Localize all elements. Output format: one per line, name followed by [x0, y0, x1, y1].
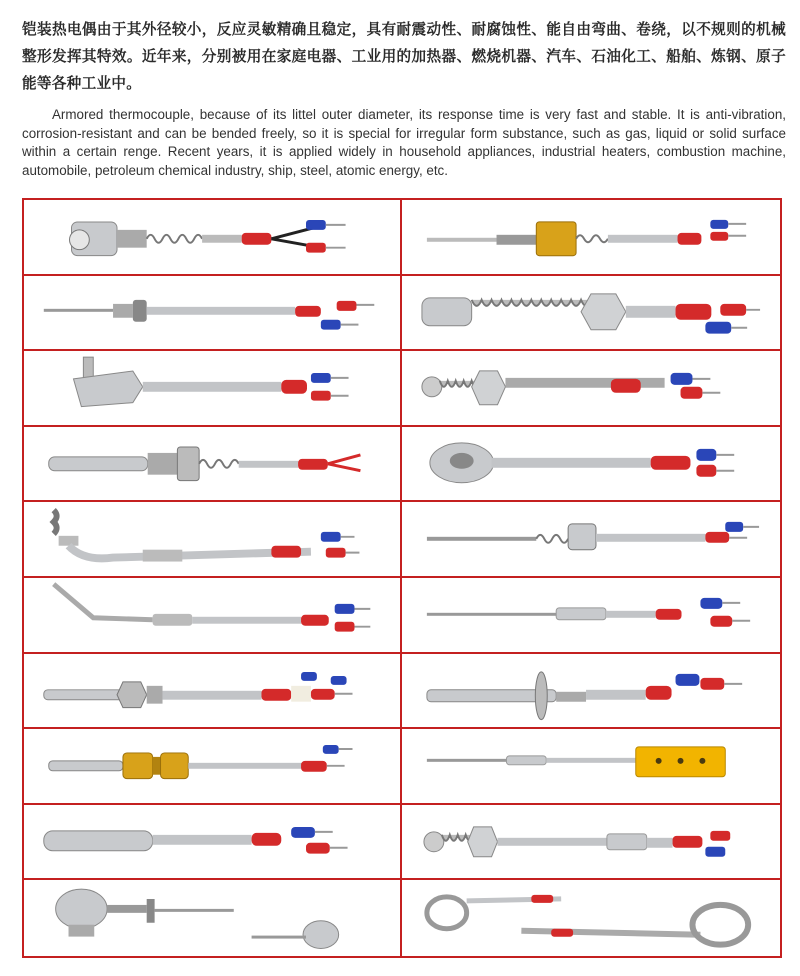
product-cell — [24, 200, 402, 276]
product-cell — [402, 502, 780, 578]
thermocouple-hex-screw-icon — [402, 351, 780, 425]
product-grid — [22, 198, 782, 958]
thermocouple-straight-probe-icon — [402, 578, 780, 652]
thermocouple-compression-fitting-icon — [24, 654, 400, 728]
thermocouple-bayonet-cap-icon — [24, 200, 400, 274]
thermocouple-spring-bayonet-icon — [402, 502, 780, 576]
product-cell — [24, 351, 402, 427]
product-cell — [402, 276, 780, 352]
product-cell — [402, 351, 780, 427]
product-cell — [24, 729, 402, 805]
thermocouple-ceramic-connector-icon — [402, 729, 780, 803]
thermocouple-pipe-clamp-icon — [402, 880, 780, 956]
product-cell — [402, 654, 780, 730]
product-cell — [24, 654, 402, 730]
thermocouple-hex-threaded-icon — [402, 805, 780, 879]
product-cell — [24, 276, 402, 352]
product-cell — [24, 880, 402, 956]
thermocouple-brass-fitting-icon — [24, 729, 400, 803]
thermocouple-flange-disc-icon — [402, 654, 780, 728]
product-cell — [402, 578, 780, 654]
product-cell — [402, 805, 780, 881]
product-cell — [24, 805, 402, 881]
thermocouple-bayonet-probe-icon — [24, 427, 400, 501]
thermocouple-junction-head-icon — [24, 880, 400, 956]
thermocouple-thin-probe-icon — [24, 276, 400, 350]
product-cell — [402, 200, 780, 276]
thermocouple-hex-elbow-icon — [24, 351, 400, 425]
intro-english-text: Armored thermocouple, because of its littel outer diameter, its response time is very fast and stable. It is anti-vibration, corrosion-resistant and can be bended freely, so it is special for irregular form substance, such as gas, liquid or solid surface within a certain renge. Recent years, it is applied widely in household appliances, industrial heaters, combustion machine, automobile, petroleum chemical industry, ship, steel, atomic energy, etc. — [22, 107, 786, 178]
product-cell — [402, 880, 780, 956]
thermocouple-ring-washer-icon — [402, 427, 780, 501]
product-cell — [402, 427, 780, 503]
thermocouple-cartridge-icon — [24, 805, 400, 879]
product-cell — [402, 729, 780, 805]
product-cell — [24, 578, 402, 654]
product-cell — [24, 502, 402, 578]
product-cell — [24, 427, 402, 503]
thermocouple-bent-probe-icon — [24, 578, 400, 652]
thermocouple-bent-screw-icon — [24, 502, 400, 576]
thermocouple-threaded-bolt-icon — [402, 276, 780, 350]
thermocouple-brass-nut-icon — [402, 200, 780, 274]
intro-chinese-text: 铠装热电偶由于其外径较小，反应灵敏精确且稳定，具有耐震动性、耐腐蚀性、能自由弯曲、卷绕，以不规则的机械整形发挥其特效。近年来，分别被用在家庭电器、工业用的加热器、燃烧机器、汽车、石油化工、船舶、炼钢、原子能等各种工业中。 — [22, 21, 786, 92]
